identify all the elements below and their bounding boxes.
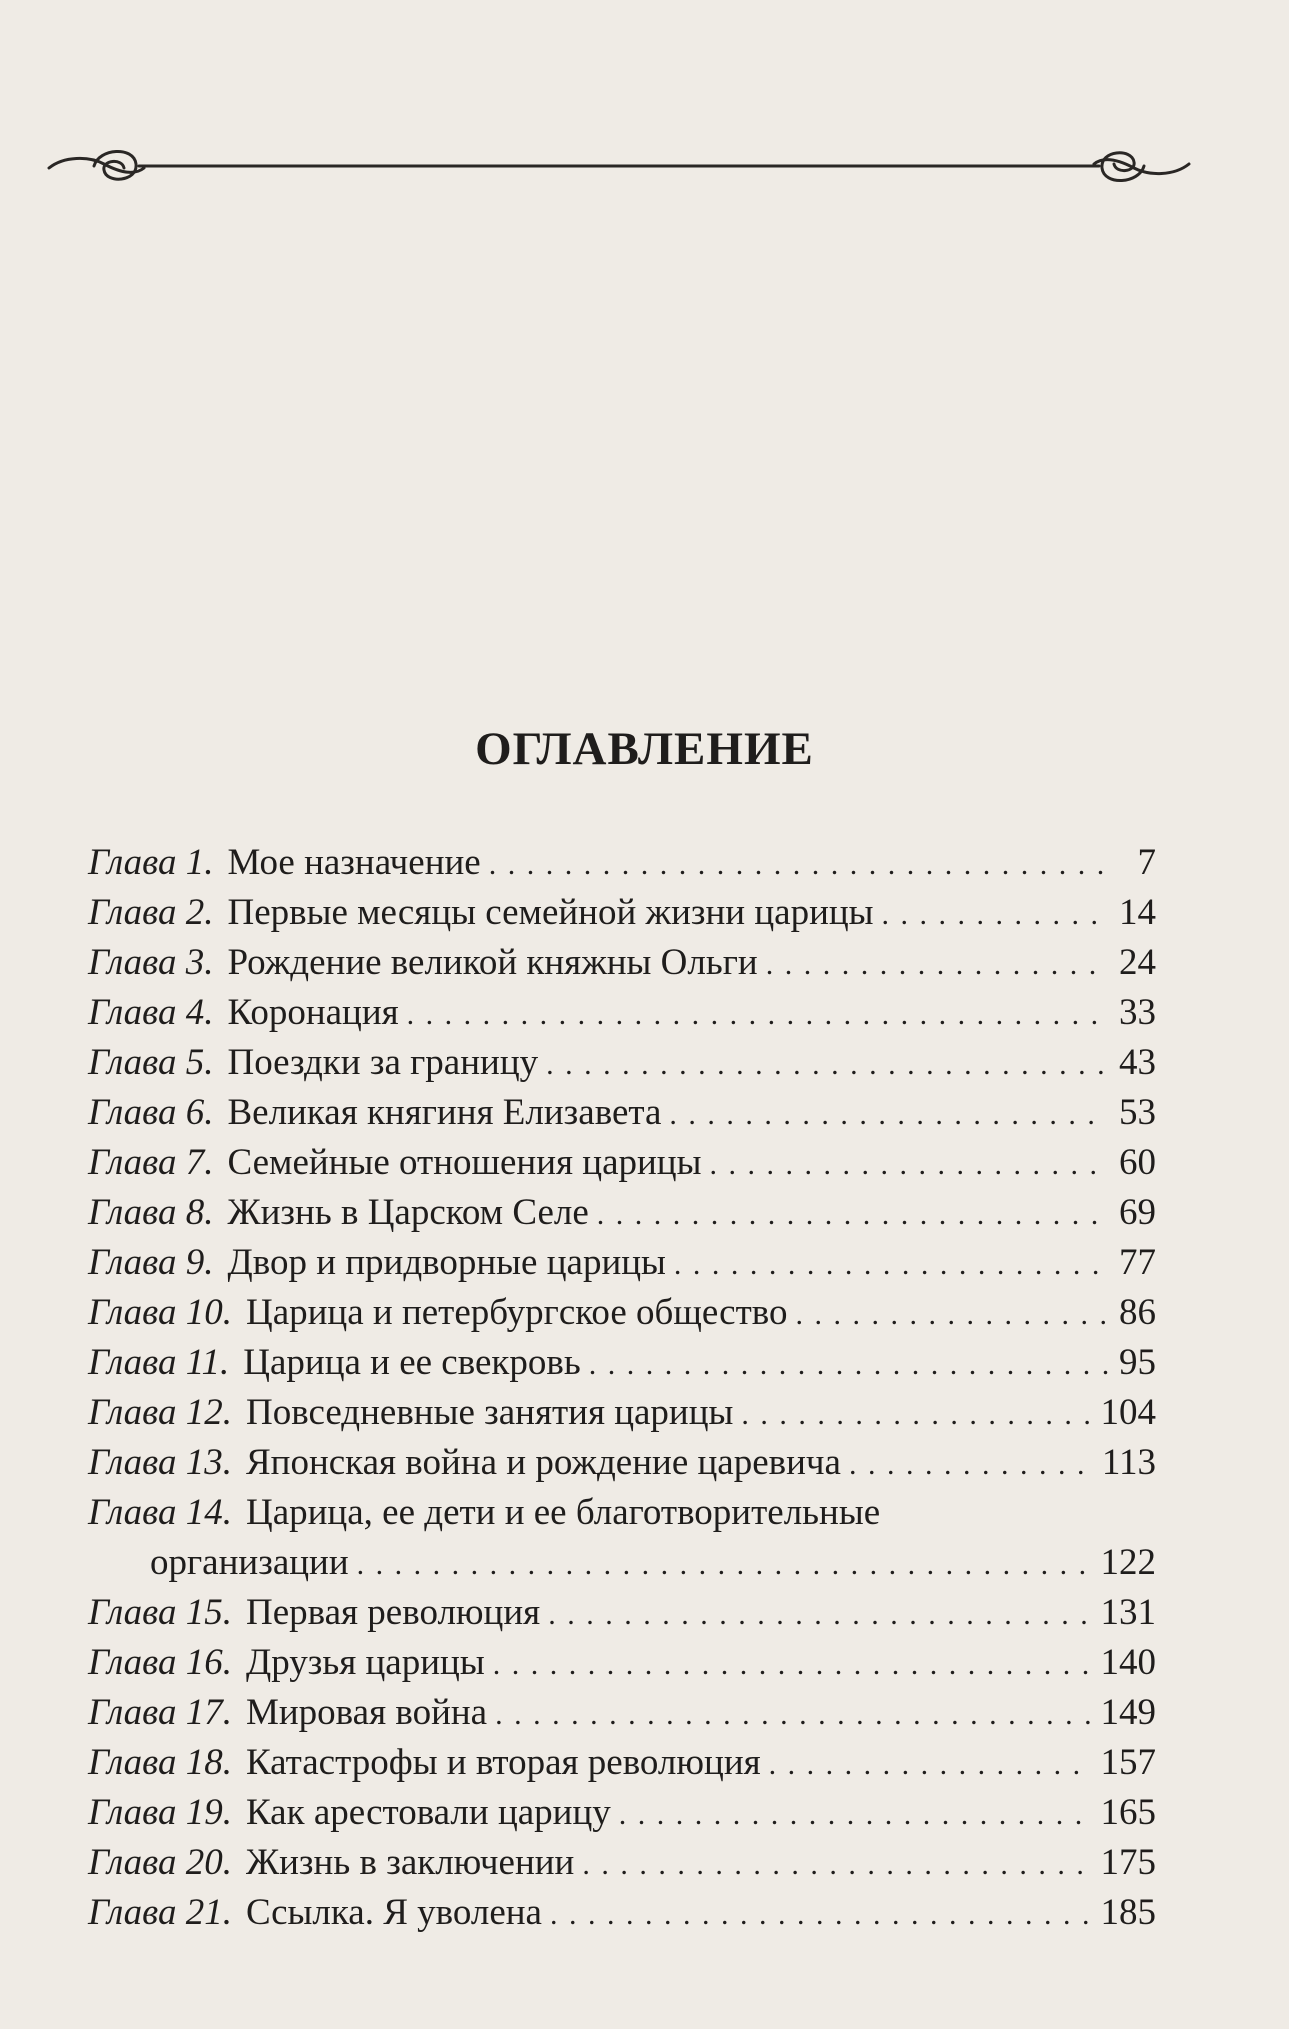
- page-number: 69: [1119, 1192, 1156, 1233]
- chapter-title: Японская война и рождение царевича: [245, 1442, 841, 1483]
- chapter-label: Глава 2.: [88, 892, 214, 933]
- page-number: 14: [1119, 892, 1156, 933]
- chapter-word: Глава: [88, 1042, 177, 1083]
- chapter-label: Глава 17.: [88, 1692, 232, 1733]
- page-number: 60: [1119, 1142, 1156, 1183]
- toc-entry: [88, 1888, 1156, 1938]
- dot-leader: [489, 838, 1108, 890]
- chapter-label: Глава 13.: [88, 1442, 232, 1483]
- dot-leader: [546, 1038, 1108, 1090]
- toc-entry: [88, 1688, 1156, 1738]
- chapter-title: Мировая война: [245, 1692, 488, 1733]
- chapter-label: Глава 15.: [88, 1592, 232, 1633]
- dot-leader: [550, 1888, 1093, 1940]
- dot-leader: [548, 1588, 1092, 1640]
- chapter-number: 5: [185, 1042, 205, 1083]
- chapter-title: Жизнь в Царском Селе: [227, 1192, 589, 1233]
- page-number: 149: [1100, 1692, 1156, 1733]
- dot-leader: [597, 1188, 1108, 1240]
- chapter-title: Двор и придворные царицы: [227, 1242, 666, 1283]
- dot-leader: [882, 888, 1108, 940]
- chapter-title: Катастрофы и вторая революция: [245, 1742, 761, 1783]
- chapter-word: Глава: [88, 1242, 177, 1283]
- dot-leader: [769, 1738, 1093, 1790]
- toc-entry: [88, 1738, 1156, 1788]
- page-number: 175: [1100, 1842, 1156, 1883]
- dot-leader: [582, 1838, 1092, 1890]
- chapter-label: Глава 7.: [88, 1142, 214, 1183]
- dot-leader: [741, 1388, 1092, 1440]
- dot-leader: [709, 1138, 1108, 1190]
- chapter-number: 8: [185, 1192, 205, 1233]
- chapter-label: Глава 6.: [88, 1092, 214, 1133]
- chapter-title: Как арестовали царицу: [245, 1792, 611, 1833]
- toc-entry: [88, 838, 1156, 888]
- dot-leader: [357, 1538, 1093, 1590]
- chapter-label: Глава 10.: [88, 1292, 232, 1333]
- chapter-number: 11: [185, 1342, 220, 1383]
- chapter-word: Глава: [88, 1392, 177, 1433]
- chapter-label: Глава 3.: [88, 942, 214, 983]
- chapter-number: 14: [185, 1492, 223, 1533]
- chapter-label: Глава 19.: [88, 1792, 232, 1833]
- chapter-number: 19: [185, 1792, 223, 1833]
- chapter-number: 9: [185, 1242, 205, 1283]
- dot-leader: [407, 988, 1108, 1040]
- chapter-title: Первая революция: [245, 1592, 541, 1633]
- chapter-word: Глава: [88, 1342, 177, 1383]
- chapter-number: 13: [185, 1442, 223, 1483]
- page-number: 24: [1119, 942, 1156, 983]
- chapter-title: Мое назначение: [227, 842, 481, 883]
- page-number: 95: [1119, 1342, 1156, 1383]
- dot-leader: [766, 938, 1108, 990]
- page-title: ОГЛАВЛЕНИЕ: [475, 723, 814, 775]
- chapter-number: 12: [185, 1392, 223, 1433]
- chapter-number: 15: [185, 1592, 223, 1633]
- page-number: 43: [1119, 1042, 1156, 1083]
- chapter-label: Глава 12.: [88, 1392, 232, 1433]
- chapter-title: Ссылка. Я уволена: [245, 1892, 542, 1933]
- toc-entry: [88, 1438, 1156, 1488]
- chapter-number: 3: [185, 942, 205, 983]
- page-number: 122: [1100, 1542, 1156, 1583]
- dot-leader: [493, 1638, 1093, 1690]
- chapter-word: Глава: [88, 892, 177, 933]
- table-of-contents: [88, 838, 1156, 1938]
- chapter-number: 21: [185, 1892, 223, 1933]
- chapter-word: Глава: [88, 1742, 177, 1783]
- page-number: 131: [1100, 1592, 1156, 1633]
- chapter-label: Глава 16.: [88, 1642, 232, 1683]
- chapter-number: 7: [185, 1142, 205, 1183]
- chapter-label: Глава 18.: [88, 1742, 232, 1783]
- chapter-word: Глава: [88, 1492, 177, 1533]
- page-number: 53: [1119, 1092, 1156, 1133]
- chapter-word: Глава: [88, 1792, 177, 1833]
- toc-entry: [88, 1388, 1156, 1438]
- page-number: 77: [1119, 1242, 1156, 1283]
- chapter-label: Глава 20.: [88, 1842, 232, 1883]
- chapter-word: Глава: [88, 1092, 177, 1133]
- page-number: 7: [1137, 842, 1156, 883]
- toc-entry: [88, 1788, 1156, 1838]
- page-number: 86: [1119, 1292, 1156, 1333]
- chapter-word: Глава: [88, 1842, 177, 1883]
- dot-leader: [795, 1288, 1108, 1340]
- chapter-number: 17: [185, 1692, 223, 1733]
- chapter-word: Глава: [88, 1292, 177, 1333]
- page-number: 140: [1100, 1642, 1156, 1683]
- chapter-number: 16: [185, 1642, 223, 1683]
- toc-entry: [88, 1038, 1156, 1088]
- toc-entry: [88, 1188, 1156, 1238]
- chapter-title: Коронация: [227, 992, 399, 1033]
- dot-leader: [495, 1688, 1092, 1740]
- chapter-label: Глава 9.: [88, 1242, 214, 1283]
- toc-entry: [88, 1138, 1156, 1188]
- chapter-number: 18: [185, 1742, 223, 1783]
- chapter-title: Первые месяцы семейной жизни царицы: [227, 892, 874, 933]
- chapter-title: Семейные отношения царицы: [227, 1142, 702, 1183]
- toc-entry: [88, 1238, 1156, 1288]
- dot-leader: [674, 1238, 1108, 1290]
- chapter-number: 10: [185, 1292, 223, 1333]
- chapter-title: Друзья царицы: [245, 1642, 485, 1683]
- chapter-number: 2: [185, 892, 205, 933]
- chapter-word: Глава: [88, 842, 177, 883]
- chapter-word: Глава: [88, 1592, 177, 1633]
- page-number: 104: [1100, 1392, 1156, 1433]
- chapter-title: Жизнь в заключении: [245, 1842, 575, 1883]
- page-number: 33: [1119, 992, 1156, 1033]
- chapter-title-continuation: организации: [150, 1542, 349, 1583]
- chapter-number: 6: [185, 1092, 205, 1133]
- toc-entry: [88, 1638, 1156, 1688]
- chapter-word: Глава: [88, 942, 177, 983]
- chapter-title: Царица и петербургское общество: [245, 1292, 788, 1333]
- chapter-number: 1: [185, 842, 205, 883]
- page-number: 185: [1100, 1892, 1156, 1933]
- chapter-label: Глава 1.: [88, 842, 214, 883]
- toc-entry: [88, 1838, 1156, 1888]
- toc-entry: [88, 1288, 1156, 1338]
- toc-entry: [88, 988, 1156, 1038]
- chapter-title: Царица, ее дети и ее благотворительные: [245, 1492, 881, 1533]
- toc-entry: [88, 1338, 1156, 1388]
- dot-leader: [669, 1088, 1108, 1140]
- chapter-label: Глава 11.: [88, 1342, 230, 1383]
- toc-entry: [88, 938, 1156, 988]
- chapter-label: Глава 21.: [88, 1892, 232, 1933]
- page-number: 113: [1101, 1442, 1156, 1483]
- chapter-number: 4: [185, 992, 205, 1033]
- toc-entry: [88, 1588, 1156, 1638]
- chapter-title: Рождение великой княжны Ольги: [227, 942, 758, 983]
- chapter-label: Глава 8.: [88, 1192, 214, 1233]
- chapter-word: Глава: [88, 1442, 177, 1483]
- dot-leader: [619, 1788, 1093, 1840]
- chapter-title: Поездки за границу: [227, 1042, 539, 1083]
- toc-entry: [88, 888, 1156, 938]
- chapter-label: Глава 5.: [88, 1042, 214, 1083]
- chapter-word: Глава: [88, 1192, 177, 1233]
- chapter-label: Глава 4.: [88, 992, 214, 1033]
- chapter-word: Глава: [88, 1142, 177, 1183]
- dot-leader: [849, 1438, 1094, 1490]
- page-number: 165: [1100, 1792, 1156, 1833]
- chapter-label: Глава 14.: [88, 1492, 232, 1533]
- page-number: 157: [1100, 1742, 1156, 1783]
- toc-entry-continuation: [88, 1538, 1156, 1588]
- chapter-title: Повседневные занятия царицы: [245, 1392, 734, 1433]
- chapter-word: Глава: [88, 1892, 177, 1933]
- dot-leader: [589, 1338, 1108, 1390]
- decorative-rule: [44, 128, 1194, 208]
- chapter-word: Глава: [88, 1642, 177, 1683]
- chapter-word: Глава: [88, 992, 177, 1033]
- chapter-number: 20: [185, 1842, 223, 1883]
- toc-entry: [88, 1488, 1156, 1538]
- toc-entry: [88, 1088, 1156, 1138]
- chapter-word: Глава: [88, 1692, 177, 1733]
- chapter-title: Великая княгиня Елизавета: [227, 1092, 662, 1133]
- chapter-title: Царица и ее свекровь: [243, 1342, 581, 1383]
